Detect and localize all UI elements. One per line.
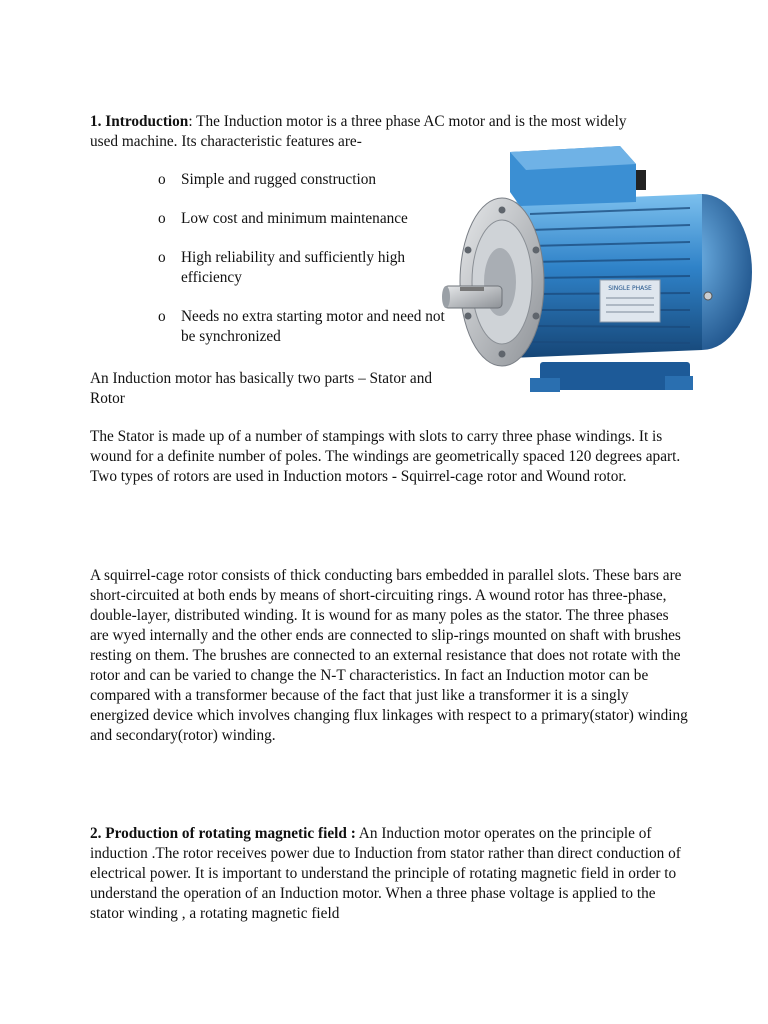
intro-text: : The Induction motor is a three phase AC motor and is the most widely used machine. Its characteristic features are- <box>90 113 627 150</box>
bullet-marker: o <box>158 171 166 188</box>
bullet-marker: o <box>158 210 166 227</box>
section-2-heading: 2. Production of rotating magnetic field : <box>90 825 356 842</box>
list-item <box>158 170 448 190</box>
squirrel-cage-paragraph: A squirrel-cage rotor consists of thick conducting bars embedded in parallel slots. These bars are short-circuited at both ends by means of short-circuiting rings. A wound rotor has three-phase, double-layer, distributed winding. It is wound for as many poles as the stator. The three phases are wyed internally and the other ends are connected to slip-rings mounted on shaft with brushes resting on them. The brushes are connected to an external resistance that does not rotate with the rotor and can be varied to change the N-T characteristics. In fact an Induction motor can be compared with a transformer because of the fact that just like a transformer it is a singly energized device which involves changing flux linkages with respect to a primary(stator) winding and secondary(rotor) winding. <box>90 567 688 744</box>
stator-paragraph: The Stator is made up of a number of stampings with slots to carry three phase windings. It is wound for a definite number of poles. The windings are geometrically spaced 120 degrees apart. Two types of rotors are used in Induction motors - Squirrel-cage rotor and Wound rotor. <box>90 428 681 485</box>
list-item-text: Low cost and minimum maintenance <box>181 210 408 227</box>
rotating-field-paragraph <box>90 824 690 924</box>
list-item-text: Needs no extra starting motor and need not be synchronized <box>181 308 445 345</box>
list-item <box>158 307 448 347</box>
intro-heading: 1. Introduction <box>90 113 189 130</box>
two-parts-paragraph: An Induction motor has basically two parts – Stator and Rotor <box>90 370 432 407</box>
name-plate-label: SINGLE PHASE <box>608 285 652 292</box>
list-item <box>158 209 448 229</box>
bullet-marker: o <box>158 249 166 266</box>
list-item <box>158 248 448 288</box>
list-item-text: Simple and rugged construction <box>181 171 376 188</box>
list-item-text: High reliability and sufficiently high efficiency <box>181 249 406 286</box>
bullet-marker: o <box>158 308 166 325</box>
section-2-text: An Induction motor operates on the principle of induction .The rotor receives power due to Induction from stator rather than direct conduction of electrical power. It is important to understand the principle of rotating magnetic field in order to understand the operation of an Induction motor. When a three phase voltage is applied to the stator winding , a rotating magnetic field <box>90 825 681 922</box>
feature-list <box>158 170 448 366</box>
induction-motor-image <box>440 140 752 402</box>
